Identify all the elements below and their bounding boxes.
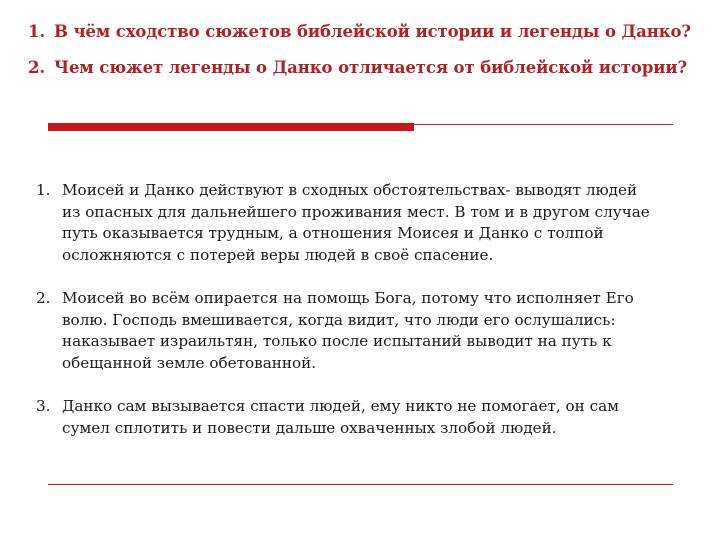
divider-bottom — [48, 484, 673, 485]
answer-line: обещанной земле обетованной. — [62, 353, 317, 372]
answer-line: из опасных для дальнейшего проживания мест. В том и в другом случае — [62, 202, 650, 221]
answer-item — [36, 288, 686, 374]
answer-line: Моисей во всём опирается на помощь Бога, потому что исполняет Его — [62, 289, 634, 307]
answer-item — [36, 180, 686, 266]
answer-line: Данко сам вызывается спасти людей, ему никто не помогает, он сам — [62, 397, 619, 415]
question-number: 2. — [28, 58, 46, 77]
answer-number: 1. — [36, 181, 51, 199]
answer-text — [62, 288, 686, 374]
answer-item — [36, 396, 686, 439]
question-number: 1. — [28, 22, 46, 41]
answer-line: путь оказывается трудным, а отношения Моисея и Данко с толпой — [62, 224, 604, 242]
answer-number: 2. — [36, 289, 51, 307]
answer-line: осложняются с потерей веры людей в своё спасение. — [62, 245, 494, 264]
answer-line: волю. Господь вмешивается, когда видит, что люди его ослушались: — [62, 310, 616, 329]
question-item — [28, 58, 687, 77]
question-text: Чем сюжет легенды о Данко отличается от библейской истории? — [54, 58, 688, 77]
answer-number: 3. — [36, 397, 51, 415]
question-item — [28, 22, 691, 41]
divider-thick-accent — [48, 123, 414, 131]
answer-text — [62, 180, 686, 266]
answer-line: Моисей и Данко действуют в сходных обстоятельствах- выводят людей — [62, 181, 638, 199]
answer-line: сумел сплотить и повести дальше охваченных злобой людей. — [62, 418, 557, 437]
answer-text — [62, 396, 686, 439]
question-text: В чём сходство сюжетов библейской истории и легенды о Данко? — [54, 22, 691, 41]
answer-line: наказывает израильтян, только после испытаний выводит на путь к — [62, 332, 612, 350]
